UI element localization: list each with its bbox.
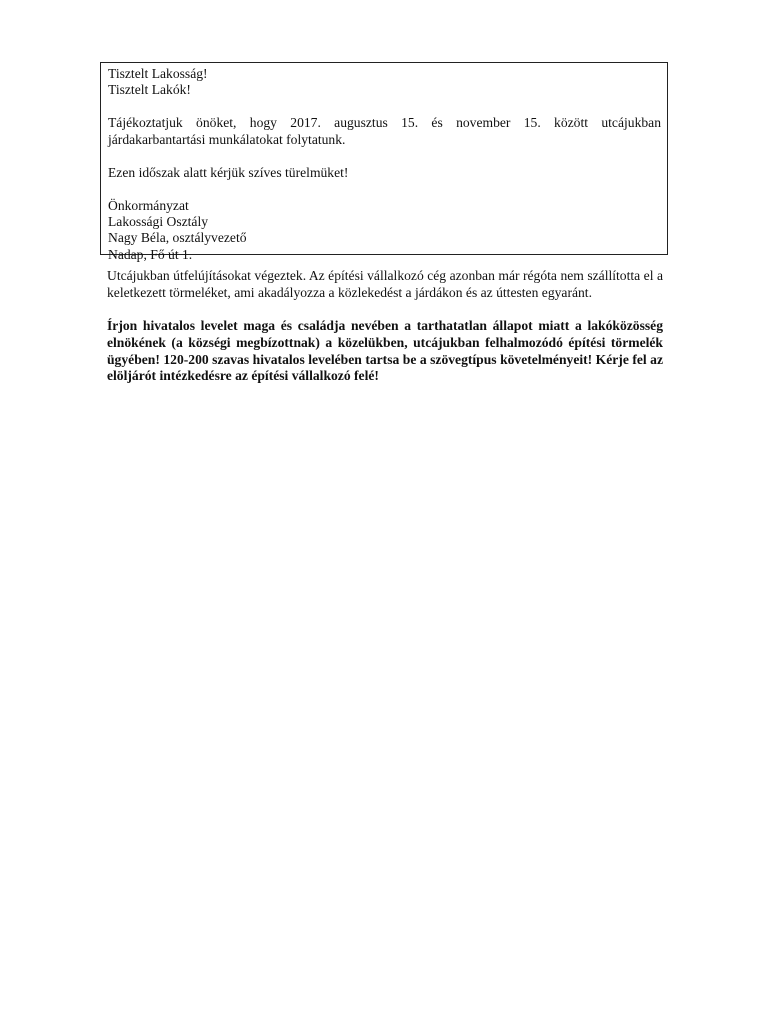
spacer <box>108 181 661 198</box>
signature-address: Nadap, Fő út 1. <box>108 246 193 262</box>
spacer <box>108 148 661 165</box>
context-paragraph: Utcájukban útfelújításokat végeztek. Az építési vállalkozó cég azonban már régóta nem szállította el a keletkezett törmeléket, ami akadályozza a közlekedést a járdákon és az úttesten egyaránt. <box>107 268 663 300</box>
notice-greeting-residents: Tisztelt Lakosság! <box>108 66 208 81</box>
signature-department: Lakossági Osztály <box>108 213 209 229</box>
notice-request: Ezen időszak alatt kérjük szíves türelmüket! <box>108 164 349 180</box>
task-instructions: Írjon hivatalos levelet maga és családja nevében a tarthatatlan állapot miatt a lakóközösség elnökének (a községi megbízottnak) a közelükben, utcájukban felhalmozódó építési törmelék ügyében! 120-200 szavas hivatalos levelében tartsa be a szövegtípus követelményeit! Kérje fel az elöljárót intézkedésre az építési vállalkozó felé! <box>107 318 663 384</box>
spacer <box>108 99 661 116</box>
notice-greeting-tenants: Tisztelt Lakók! <box>108 82 191 98</box>
notice-box <box>100 62 668 262</box>
signature-organization: Önkormányzat <box>108 197 189 213</box>
notice-body: Tájékoztatjuk önöket, hogy 2017. augusztus 15. és november 15. között utcájukban járdakarbantartási munkálatokat folytatunk. <box>108 115 661 147</box>
signature-name: Nagy Béla, osztályvezető <box>108 230 247 246</box>
